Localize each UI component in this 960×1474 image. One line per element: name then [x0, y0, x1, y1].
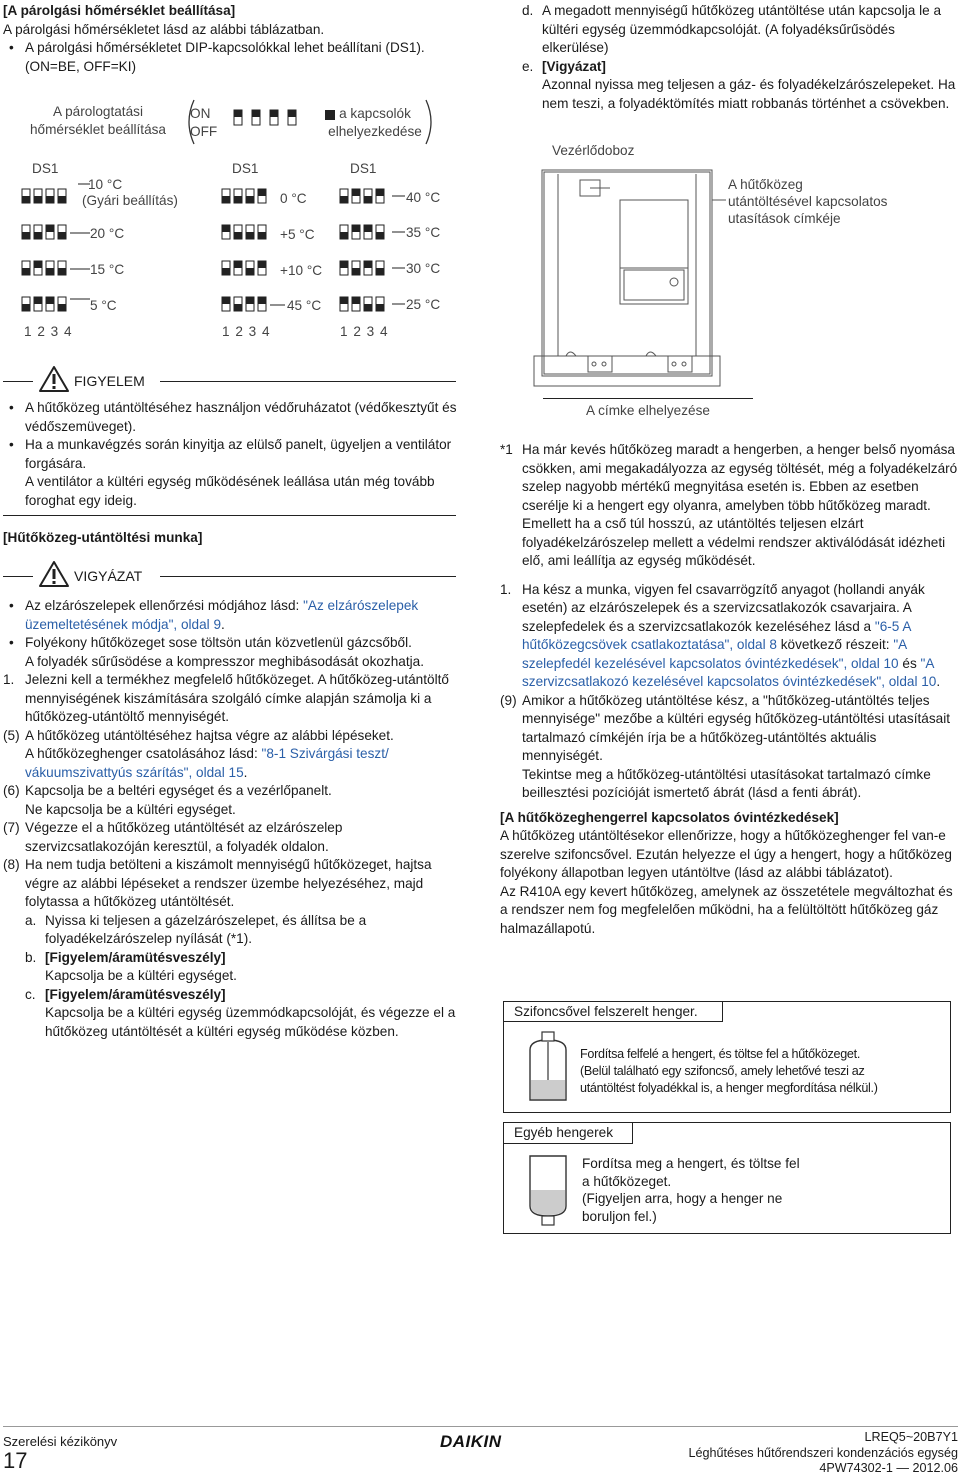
step-8d: [500, 2, 958, 58]
warning-list: [3, 399, 458, 510]
switch-numbers-2: 1 2 3 4: [222, 324, 271, 339]
cylinder-p1: A hűtőközeg utántöltésekor ellenőrizze, hogy a hűtőközeghenger fel van-e szerelve szifoncsővel. Ezután helyezze el úgy a hengert, hogy a hűtőközeg folyékony állapotban legyen utántöltve (lásd az alábbi táblázatot).: [500, 828, 952, 880]
step-text-end: .: [936, 674, 941, 689]
caution-icon: [38, 560, 70, 588]
siphon-line: utántöltést folyadékkal is, a henger megfordítása nélkül.): [580, 1081, 878, 1095]
temp-factory: (Gyári beállítás): [82, 193, 178, 208]
legend-on: ON: [190, 106, 211, 121]
other-line: a hűtőközeget.: [582, 1173, 672, 1189]
substep-text: A megadott mennyiségű hűtőközeg utántöltése után kapcsolja le a kültéri egység üzemmódkapcsolóját. (A folyadéksűrűsödés elkerülése): [542, 3, 942, 55]
section-title: [A párolgási hőmérséklet beállítása]: [3, 3, 236, 18]
caution-item: • Folyékony hűtőközeget sose töltsön után közvetlenül gázcsőből.: [3, 634, 461, 653]
caution-item: [3, 597, 461, 634]
step-final-1: [500, 581, 958, 692]
legend-onoff: [190, 105, 230, 141]
intro-onoff: (ON=BE, OFF=KI): [25, 58, 137, 74]
caution-text-end: .: [221, 616, 225, 632]
step-9: [500, 692, 958, 803]
temp-40: 40 °C: [406, 190, 441, 205]
temp-p5: +5 °C: [280, 227, 315, 242]
step-8a: [3, 912, 461, 949]
warning-item: • A hűtőközeg utántöltéséhez használjon védőruházatot (védőkesztyűt és védőszemüveget).: [3, 399, 458, 436]
legend-a2: hőmérséklet beállítása: [29, 122, 166, 137]
step-8e: [500, 58, 958, 114]
substep-warning: [Vigyázat]: [542, 58, 606, 74]
right-top-steps: [500, 2, 958, 113]
figure-caption: A címke elhelyezése: [586, 403, 710, 418]
note-1: [500, 441, 958, 571]
cylinder-inverted-icon: [520, 1150, 576, 1230]
footer-model: LREQ5~20B7Y1: [864, 1430, 958, 1444]
ds1-label-2: DS1: [232, 161, 259, 176]
substep-warning: [Figyelem/áramütésveszély]: [45, 986, 226, 1002]
link-valve-operation[interactable]: "Az elzárószelepek üzemeltetésének módja", oldal 9: [25, 598, 419, 632]
step-5: [3, 727, 461, 783]
footer-page-number: 17: [3, 1448, 28, 1473]
work-steps: [3, 597, 461, 1041]
legend-setting-label: [18, 103, 178, 139]
step-text: Amikor a hűtőközeg utántöltése kész, a "hűtőközeg-utántöltés teljes mennyisége" mezőbe a kültéri egység hűtőközeg-utántöltési utasításait tartalmazó címkéjén írja be a hűtőközeg-utántöltés aktuális mennyiségét.: [522, 692, 950, 763]
legend-b2: elhelyezkedése: [328, 124, 422, 139]
footer-info: [560, 1430, 958, 1474]
warning-icon: [38, 365, 70, 393]
temp-25: 25 °C: [406, 297, 441, 312]
step-text: Kapcsolja be a beltéri egységet és a vezérlőpanelt.: [25, 783, 332, 798]
step-8b: [3, 949, 461, 986]
step-8c: [3, 986, 461, 1042]
substep-text: Nyissa ki teljesen a gázelzárószelepet, és állítsa be a folyadékelzárószelep nyílását (*1).: [45, 912, 367, 946]
temp-10: 10 °C: [88, 177, 123, 192]
other-line: boruljon fel.): [582, 1208, 657, 1224]
temp-45: 45 °C: [287, 298, 322, 313]
substep-letter: e.: [522, 58, 534, 74]
step-number: (5): [3, 727, 20, 743]
label-instructions-callout: [728, 176, 887, 227]
note-text-cont: Emellett ha a cső túl hosszú, az utántöltés teljesen elzárt folyadékelzárószelep mellett a védelmi rendszer aktiválódását idézheti elő, ami leállítja az egység működését.: [522, 516, 946, 568]
other-box-title: Egyéb hengerek: [514, 1125, 614, 1140]
siphon-box-text: [580, 1046, 878, 1097]
step-text: Ha nem tudja betölteni a kiszámolt mennyiségű hűtőközeget, hajtsa végre az alábbi lépéseket a rendszer üzembe helyezéséhez, majd folytassa a hűtőközeg utántöltését.: [25, 857, 432, 909]
step-8: [3, 856, 461, 912]
note-text: Ha már kevés hűtőközeg maradt a hengerben, a henger belső nyomása csökken, ami megakadályozza az egység töltését, még a folyadékelzáró szelep nagyobb mértékű megnyitása esetén is. Ebben az esetben cserélje ki a hengert egy olyanra, amelyben több hűtőközeg maradt.: [522, 442, 958, 513]
warning-item: • Ha a munkavégzés során kinyitja az elülső panelt, ügyeljen a ventilátor forgására.: [3, 436, 458, 473]
callout-line: utasítások címkéje: [728, 211, 841, 226]
ds1-label-1: DS1: [32, 161, 59, 176]
link-valve-cap[interactable]: "A szelepfedél kezelésével kapcsolatos óvintézkedések", oldal 10: [522, 637, 907, 671]
caution-title: VIGYÁZAT: [74, 568, 143, 584]
other-line: (Figyeljen arra, hogy a henger ne: [582, 1191, 783, 1206]
step-number: 1.: [3, 672, 15, 687]
caution-text: Az elzárószelepek ellenőrzési módjához lásd:: [25, 598, 304, 613]
work-title: [Hűtőközeg-utántöltési munka]: [3, 530, 203, 545]
siphon-line: Fordítsa felfelé a hengert, és töltse fel a hűtőközeget.: [580, 1047, 861, 1061]
callout-line: A hűtőközeg: [728, 177, 803, 192]
legend-a1: A párologtatási: [53, 104, 143, 119]
substep-letter: d.: [522, 3, 534, 18]
footer-doc-number: 4PW74302-1 — 2012.06: [819, 1461, 958, 1474]
callout-line: utántöltésével kapcsolatos: [728, 194, 888, 209]
dip-switch-table: [0, 175, 470, 325]
cylinder-upright-icon: [520, 1030, 576, 1106]
intro-bullet: • A párolgási hőmérsékletet DIP-kapcsolókkal lehet beállítani (DS1).: [3, 39, 473, 58]
step-number: (6): [3, 783, 20, 798]
footer-manual: Szerelési kézikönyv: [3, 1434, 118, 1449]
temp-20: 20 °C: [90, 226, 125, 241]
caution-item-cont: A folyadék sűrűsödése a kompresszor meghibásodását okozhatja.: [25, 653, 424, 669]
daikin-logo: DAIKIN: [440, 1432, 502, 1451]
step-number: 1.: [500, 581, 512, 597]
step-7: [3, 819, 461, 856]
link-service-port[interactable]: "A szervizcsatlakozó kezelésével kapcsolatos óvintézkedések", oldal 10: [522, 655, 937, 689]
link-piping[interactable]: "6-5 A hűtőközegcsövek csatlakoztatása", oldal 8: [522, 618, 911, 652]
link-leak-test[interactable]: "8-1 Szivárgási teszt/ vákuumszivattyús szárítás", oldal 15: [25, 746, 389, 780]
substep-text: Kapcsolja be a kültéri egység üzemmódkapcsolóját, és végezze el a hűtőközeg utántöltését a kültéri egység működése közben.: [45, 1005, 456, 1039]
step-number: (8): [3, 857, 20, 872]
other-line: Fordítsa meg a hengert, és töltse fel: [582, 1156, 800, 1171]
right-body: [500, 441, 958, 938]
step-text-cont: A hűtőközeghenger csatolásához lásd:: [25, 746, 262, 761]
step-text-cont: Tekintse meg a hűtőközeg-utántöltési utasításokat tartalmazó címke beillesztési pozícióját ismertető ábrát (lásd a fenti ábrát).: [522, 766, 931, 800]
step-text-cont: A hűtőközeg-utántöltő mennyiségének kiszámítására szolgáló címke alapján számolja ki a hűtőközeg-utántöltő mennyiségét.: [25, 672, 449, 724]
temp-30: 30 °C: [406, 261, 441, 276]
step-text: A hűtőközeg utántöltéséhez hajtsa végre az alábbi lépéseket.: [25, 727, 394, 743]
legend-off: OFF: [190, 124, 218, 139]
step-text: Jelezni kell a termékhez megfelelő hűtőközeget.: [25, 672, 315, 687]
cylinder-p2: Az R410A egy kevert hűtőközeg, amelynek az összetétele megváltozhat és a rendszer nem fog megfelelően működni, ha a felültöltött hűtőközeg gáz halmazállapotú.: [500, 883, 953, 936]
step-text: Ha kész a munka, vigyen fel csavarrögzítő anyagot (hollandi anyák esetén) az elzárószelepek és a szervizcsatlakozók csavarjaira. A szelepfedelek és a szervizcsatlakozók kezeléséhez lásd a: [522, 581, 925, 634]
legend-position-label: [320, 105, 430, 141]
intro-text: A párolgási hőmérsékletet lásd az alábbi táblázatban.: [3, 21, 325, 37]
step-text: Végezze el a hűtőközeg utántöltését az elzárószelep szervizcsatlakozóján keresztül, a folyadék oldalon.: [25, 820, 343, 854]
note-marker: *1: [500, 442, 513, 457]
siphon-box-title: Szifoncsővel felszerelt henger.: [514, 1004, 698, 1019]
step-6: [3, 782, 461, 819]
warning-item: A ventilátor a kültéri egység működésének leállása után még tovább foroghat egy ideig.: [25, 474, 435, 508]
step-1: [3, 671, 461, 727]
step-text-and: és: [898, 655, 921, 671]
step-number: (9): [500, 692, 517, 708]
substep-text: Kapcsolja be a kültéri egységet.: [45, 968, 237, 983]
temp-35: 35 °C: [406, 225, 441, 240]
other-box-text: [582, 1155, 800, 1225]
step-number: (7): [3, 820, 20, 835]
footer-product: Léghűtéses hűtőrendszeri kondenzációs egység: [688, 1445, 958, 1460]
substep-letter: b.: [25, 949, 37, 965]
step-text-cont: Ne kapcsolja be a kültéri egységet.: [25, 801, 236, 817]
switch-numbers-3: 1 2 3 4: [340, 324, 389, 339]
unit-figure: [530, 160, 740, 392]
cylinder-title: [A hűtőközeghengerrel kapcsolatos óvintézkedések]: [500, 809, 839, 825]
control-box-label: Vezérlődoboz: [552, 143, 635, 158]
temp-5: 5 °C: [90, 298, 117, 313]
siphon-line: (Belül található egy szifoncső, amely lehetővé teszi az: [580, 1064, 865, 1078]
step-text-end: .: [243, 764, 248, 780]
temp-0: 0 °C: [280, 191, 307, 206]
warning-title: FIGYELEM: [74, 373, 145, 389]
step-text-cont: következő részeit:: [776, 637, 894, 652]
substep-warning: [Figyelem/áramütésveszély]: [45, 949, 226, 965]
substep-letter: c.: [25, 986, 36, 1002]
legend-b1: a kapcsolók: [339, 106, 411, 121]
switch-numbers-1: 1 2 3 4: [24, 324, 73, 339]
substep-text: Azonnal nyissa meg teljesen a gáz- és folyadékelzárószelepeket. Ha nem teszi, a folyadéktömítés miatt robbanás történhet a csövekben.: [542, 77, 956, 111]
temp-15: 15 °C: [90, 262, 125, 277]
ds1-label-3: DS1: [350, 161, 377, 176]
substep-letter: a.: [25, 912, 37, 928]
temp-p10: +10 °C: [280, 263, 323, 278]
